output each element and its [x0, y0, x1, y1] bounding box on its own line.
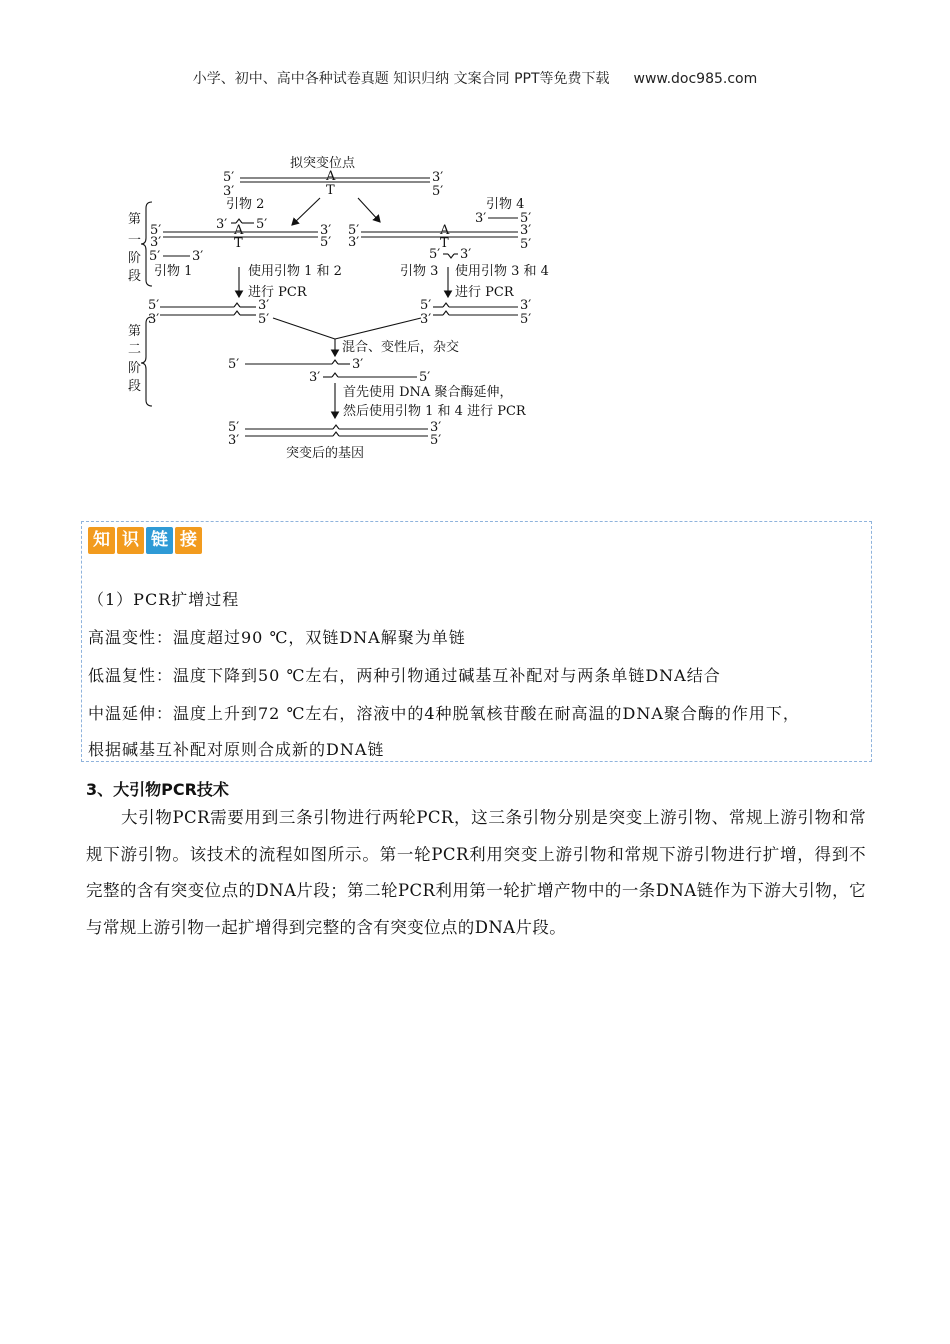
label-5prime: 5′: [148, 298, 160, 313]
label-3prime: 3′: [352, 357, 364, 372]
header-text: 小学、初中、高中各种试卷真题 知识归纳 文案合同 PPT等免费下载: [192, 71, 610, 87]
step-right-line2: 进行 PCR: [455, 285, 514, 300]
label-3prime: 3′: [420, 312, 432, 327]
label-5prime: 5′: [419, 370, 431, 385]
label-5prime: 5′: [520, 237, 532, 252]
mutation-site-label: 拟突变位点: [290, 156, 356, 171]
label-5prime: 5′: [258, 312, 270, 327]
knowledge-line: 中温延伸：温度上升到72 ℃左右，溶液中的4种脱氧核苷酸在耐高温的DNA聚合酶的作用下，: [88, 704, 800, 723]
step-left-line2: 进行 PCR: [248, 285, 307, 300]
label-3prime: 3′: [216, 217, 228, 232]
base-a: A: [326, 169, 336, 184]
section-paragraph: 大引物PCR需要用到三条引物进行两轮PCR，这三条引物分别是突变上游引物、常规上游引物和常规下游引物。该技术的流程如图所示。第一轮PCR利用突变上游引物和常规下游引物进行扩增，得到不完整的含有突变位点的DNA片段；第二轮PCR利用第一轮扩增产物中的一条DNA链作为下游大引物，它与常规上游引物一起扩增得到完整的含有突变位点的DNA片段。: [86, 808, 866, 937]
label-3prime: 3′: [520, 223, 532, 238]
label-5prime: 5′: [223, 170, 235, 185]
label-3prime: 3′: [223, 184, 235, 199]
pcr-mutation-diagram: [118, 150, 578, 465]
base-t: T: [440, 236, 449, 251]
primer3-label: 引物 3: [400, 264, 439, 279]
stage2-char: 第: [128, 324, 142, 339]
badge-char: 链: [146, 527, 173, 554]
label-5prime: 5′: [348, 223, 360, 238]
step-extend-line2: 然后使用引物 1 和 4 进行 PCR: [343, 404, 526, 419]
primer4-label: 引物 4: [486, 197, 525, 212]
label-5prime: 5′: [420, 298, 432, 313]
badge-char: 知: [88, 527, 115, 554]
knowledge-link-badge: [88, 527, 202, 554]
knowledge-title: （1）PCR扩增过程: [88, 590, 240, 609]
knowledge-line: 低温复性：温度下降到50 ℃左右，两种引物通过碱基互补配对与两条单链DNA结合: [88, 666, 721, 685]
label-3prime: 3′: [258, 298, 270, 313]
label-5prime: 5′: [520, 312, 532, 327]
stage1-char: 阶: [128, 251, 142, 266]
base-t: T: [234, 236, 243, 251]
knowledge-line: 根据碱基互补配对原则合成新的DNA链: [88, 740, 385, 759]
base-t: T: [326, 183, 335, 198]
header-url[interactable]: www.doc985.com: [633, 71, 758, 87]
step-left-line1: 使用引物 1 和 2: [248, 264, 342, 279]
label-3prime: 3′: [309, 370, 321, 385]
label-3prime: 3′: [148, 312, 160, 327]
page-header: [0, 68, 950, 88]
label-3prime: 3′: [430, 420, 442, 435]
label-5prime: 5′: [228, 420, 240, 435]
label-3prime: 3′: [520, 298, 532, 313]
stage1-char: 第: [128, 212, 142, 227]
label-5prime: 5′: [429, 247, 441, 262]
base-a: A: [440, 223, 450, 238]
label-5prime: 5′: [320, 235, 332, 250]
step-mix-label: 混合、变性后，杂交: [342, 340, 460, 355]
stage2-char: 阶: [128, 361, 142, 376]
label-3prime: 3′: [460, 247, 472, 262]
badge-char: 识: [117, 527, 144, 554]
label-3prime: 3′: [150, 235, 162, 250]
label-5prime: 5′: [150, 223, 162, 238]
label-3prime: 3′: [348, 235, 360, 250]
label-5prime: 5′: [430, 433, 442, 448]
label-3prime: 3′: [475, 211, 487, 226]
step-extend-line1: 首先使用 DNA 聚合酶延伸，: [343, 385, 513, 400]
knowledge-link-box: [81, 521, 872, 762]
label-5prime: 5′: [256, 217, 268, 232]
section-title: 3、大引物PCR技术: [86, 780, 229, 799]
stage1-char: 段: [128, 269, 142, 284]
primer1-label: 引物 1: [154, 264, 193, 279]
badge-char: 接: [175, 527, 202, 554]
stage2-char: 二: [128, 342, 142, 357]
step-right-line1: 使用引物 3 和 4: [455, 264, 549, 279]
label-3prime: 3′: [432, 170, 444, 185]
result-label: 突变后的基因: [286, 446, 365, 461]
label-5prime: 5′: [149, 249, 161, 264]
stage1-char: 一: [128, 233, 142, 248]
base-a: A: [234, 223, 244, 238]
label-5prime: 5′: [228, 357, 240, 372]
label-3prime: 3′: [228, 433, 240, 448]
stage2-char: 段: [128, 379, 142, 394]
label-3prime: 3′: [320, 223, 332, 238]
label-5prime: 5′: [520, 211, 532, 226]
primer2-label: 引物 2: [226, 197, 265, 212]
label-5prime: 5′: [432, 184, 444, 199]
knowledge-line: 高温变性：温度超过90 ℃，双链DNA解聚为单链: [88, 628, 466, 647]
label-3prime: 3′: [192, 249, 204, 264]
